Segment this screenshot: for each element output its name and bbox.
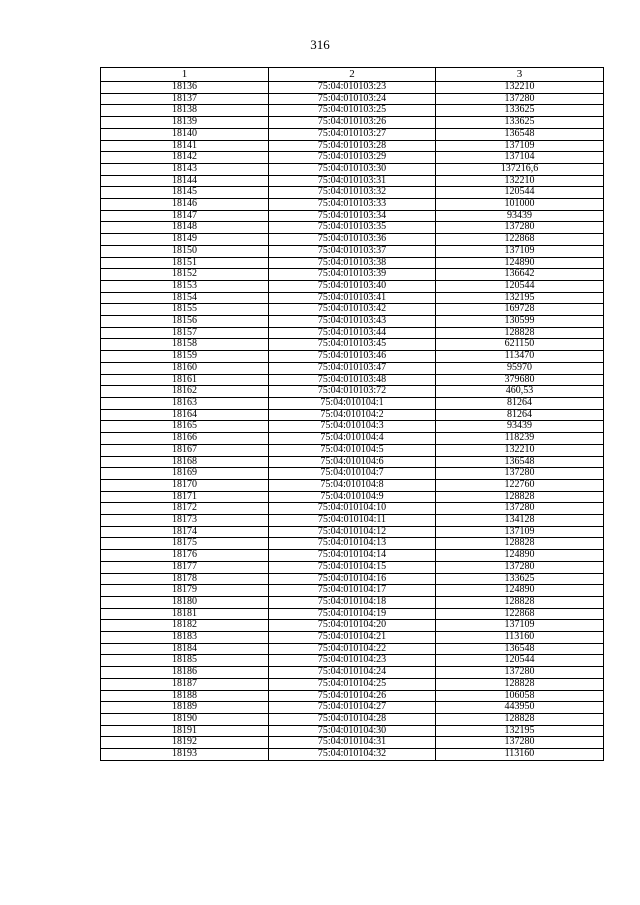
table-row <box>101 632 604 644</box>
cell-value: 132210 <box>436 175 604 187</box>
cell-value: 136548 <box>436 643 604 655</box>
data-table <box>100 67 604 761</box>
cell-cadastral-number: 75:04:010104:20 <box>269 620 436 632</box>
table-row <box>101 327 604 339</box>
cell-value: 137109 <box>436 140 604 152</box>
cell-value: 120544 <box>436 655 604 667</box>
cell-row-number: 18193 <box>101 749 269 761</box>
cell-value: 128828 <box>436 596 604 608</box>
cell-value: 132195 <box>436 292 604 304</box>
cell-row-number: 18189 <box>101 702 269 714</box>
cell-value: 137109 <box>436 245 604 257</box>
table-row <box>101 749 604 761</box>
cell-value: 137104 <box>436 152 604 164</box>
cell-value: 621150 <box>436 339 604 351</box>
table-row <box>101 702 604 714</box>
cell-value: 95970 <box>436 362 604 374</box>
cell-row-number: 18152 <box>101 269 269 281</box>
cell-row-number: 18183 <box>101 632 269 644</box>
cell-value: 128828 <box>436 713 604 725</box>
cell-cadastral-number: 75:04:010104:3 <box>269 421 436 433</box>
cell-row-number: 18190 <box>101 713 269 725</box>
table-row <box>101 339 604 351</box>
table-body <box>101 82 604 761</box>
cell-value: 137280 <box>436 503 604 515</box>
cell-value: 137280 <box>436 468 604 480</box>
cell-cadastral-number: 75:04:010104:24 <box>269 667 436 679</box>
cell-value: 133625 <box>436 573 604 585</box>
cell-row-number: 18143 <box>101 163 269 175</box>
table-row <box>101 561 604 573</box>
cell-value: 137216,6 <box>436 163 604 175</box>
cell-cadastral-number: 75:04:010104:25 <box>269 678 436 690</box>
cell-cadastral-number: 75:04:010104:16 <box>269 573 436 585</box>
cell-value: 81264 <box>436 397 604 409</box>
cell-cadastral-number: 75:04:010104:26 <box>269 690 436 702</box>
cell-value: 134128 <box>436 515 604 527</box>
cell-row-number: 18170 <box>101 479 269 491</box>
cell-value: 132195 <box>436 725 604 737</box>
cell-value: 120544 <box>436 280 604 292</box>
table-row <box>101 105 604 117</box>
cell-row-number: 18178 <box>101 573 269 585</box>
table-row <box>101 280 604 292</box>
cell-row-number: 18137 <box>101 93 269 105</box>
cell-row-number: 18188 <box>101 690 269 702</box>
cell-value: 113160 <box>436 749 604 761</box>
cell-cadastral-number: 75:04:010104:7 <box>269 468 436 480</box>
table-row <box>101 725 604 737</box>
cell-row-number: 18158 <box>101 339 269 351</box>
cell-cadastral-number: 75:04:010103:27 <box>269 128 436 140</box>
cell-value: 136548 <box>436 128 604 140</box>
table-row <box>101 491 604 503</box>
table-header <box>101 68 604 82</box>
cell-cadastral-number: 75:04:010103:48 <box>269 374 436 386</box>
cell-value: 113470 <box>436 351 604 363</box>
cell-row-number: 18174 <box>101 526 269 538</box>
cell-cadastral-number: 75:04:010103:23 <box>269 82 436 94</box>
cell-cadastral-number: 75:04:010104:14 <box>269 550 436 562</box>
table-row <box>101 257 604 269</box>
cell-value: 124890 <box>436 550 604 562</box>
cell-value: 124890 <box>436 585 604 597</box>
cell-row-number: 18181 <box>101 608 269 620</box>
table-row <box>101 713 604 725</box>
cell-row-number: 18150 <box>101 245 269 257</box>
cell-value: 460,53 <box>436 386 604 398</box>
table-row <box>101 316 604 328</box>
cell-value: 122868 <box>436 234 604 246</box>
table-row <box>101 550 604 562</box>
cell-cadastral-number: 75:04:010104:17 <box>269 585 436 597</box>
cell-row-number: 18167 <box>101 444 269 456</box>
cell-row-number: 18161 <box>101 374 269 386</box>
cell-value: 136642 <box>436 269 604 281</box>
table-row <box>101 538 604 550</box>
cell-row-number: 18191 <box>101 725 269 737</box>
cell-cadastral-number: 75:04:010104:8 <box>269 479 436 491</box>
cell-cadastral-number: 75:04:010103:45 <box>269 339 436 351</box>
cell-cadastral-number: 75:04:010104:1 <box>269 397 436 409</box>
page-number: 316 <box>310 37 330 52</box>
table-row <box>101 386 604 398</box>
table-header-row <box>101 68 604 82</box>
cell-row-number: 18160 <box>101 362 269 374</box>
cell-cadastral-number: 75:04:010104:6 <box>269 456 436 468</box>
table-row <box>101 82 604 94</box>
table-row <box>101 585 604 597</box>
table-row <box>101 234 604 246</box>
table-row <box>101 269 604 281</box>
table-row <box>101 163 604 175</box>
cell-row-number: 18187 <box>101 678 269 690</box>
cell-cadastral-number: 75:04:010104:32 <box>269 749 436 761</box>
cell-cadastral-number: 75:04:010104:23 <box>269 655 436 667</box>
cell-row-number: 18141 <box>101 140 269 152</box>
cell-row-number: 18148 <box>101 222 269 234</box>
cell-cadastral-number: 75:04:010104:11 <box>269 515 436 527</box>
cell-row-number: 18179 <box>101 585 269 597</box>
cell-cadastral-number: 75:04:010103:41 <box>269 292 436 304</box>
cell-value: 128828 <box>436 678 604 690</box>
cell-cadastral-number: 75:04:010104:13 <box>269 538 436 550</box>
cell-value: 128828 <box>436 538 604 550</box>
cell-row-number: 18169 <box>101 468 269 480</box>
cell-row-number: 18163 <box>101 397 269 409</box>
table-row <box>101 503 604 515</box>
table-row <box>101 573 604 585</box>
cell-cadastral-number: 75:04:010103:24 <box>269 93 436 105</box>
cell-cadastral-number: 75:04:010104:18 <box>269 596 436 608</box>
cell-row-number: 18140 <box>101 128 269 140</box>
table-row <box>101 304 604 316</box>
table-row <box>101 409 604 421</box>
table-row <box>101 433 604 445</box>
cell-row-number: 18165 <box>101 421 269 433</box>
table-row <box>101 222 604 234</box>
cell-row-number: 18177 <box>101 561 269 573</box>
cell-cadastral-number: 75:04:010103:33 <box>269 199 436 211</box>
cell-cadastral-number: 75:04:010103:34 <box>269 210 436 222</box>
cell-value: 137280 <box>436 93 604 105</box>
cell-value: 137109 <box>436 620 604 632</box>
cell-row-number: 18138 <box>101 105 269 117</box>
cell-row-number: 18142 <box>101 152 269 164</box>
cell-row-number: 18144 <box>101 175 269 187</box>
table-row <box>101 678 604 690</box>
table-row <box>101 468 604 480</box>
cell-cadastral-number: 75:04:010104:12 <box>269 526 436 538</box>
cell-cadastral-number: 75:04:010103:30 <box>269 163 436 175</box>
table-row <box>101 292 604 304</box>
cell-cadastral-number: 75:04:010103:36 <box>269 234 436 246</box>
table-row <box>101 596 604 608</box>
cell-cadastral-number: 75:04:010103:32 <box>269 187 436 199</box>
cell-value: 132210 <box>436 444 604 456</box>
cell-cadastral-number: 75:04:010104:4 <box>269 433 436 445</box>
cell-value: 137280 <box>436 737 604 749</box>
cell-value: 137280 <box>436 667 604 679</box>
table-row <box>101 152 604 164</box>
cell-row-number: 18154 <box>101 292 269 304</box>
table-row <box>101 421 604 433</box>
table-row <box>101 526 604 538</box>
cell-cadastral-number: 75:04:010104:9 <box>269 491 436 503</box>
cell-value: 122868 <box>436 608 604 620</box>
column-header-2: 2 <box>269 68 436 82</box>
table-row <box>101 444 604 456</box>
cell-cadastral-number: 75:04:010104:22 <box>269 643 436 655</box>
cell-row-number: 18156 <box>101 316 269 328</box>
cell-row-number: 18176 <box>101 550 269 562</box>
table-row <box>101 456 604 468</box>
cell-value: 128828 <box>436 327 604 339</box>
cell-cadastral-number: 75:04:010103:29 <box>269 152 436 164</box>
cell-cadastral-number: 75:04:010104:28 <box>269 713 436 725</box>
cell-value: 120544 <box>436 187 604 199</box>
table-row <box>101 690 604 702</box>
cell-cadastral-number: 75:04:010103:47 <box>269 362 436 374</box>
cell-row-number: 18182 <box>101 620 269 632</box>
table-row <box>101 655 604 667</box>
cell-cadastral-number: 75:04:010104:27 <box>269 702 436 714</box>
cell-cadastral-number: 75:04:010103:72 <box>269 386 436 398</box>
table-row <box>101 608 604 620</box>
table-row <box>101 737 604 749</box>
column-header-3: 3 <box>436 68 604 82</box>
cell-value: 122760 <box>436 479 604 491</box>
cell-cadastral-number: 75:04:010104:31 <box>269 737 436 749</box>
cell-value: 128828 <box>436 491 604 503</box>
table-row <box>101 479 604 491</box>
cell-row-number: 18180 <box>101 596 269 608</box>
cell-cadastral-number: 75:04:010103:46 <box>269 351 436 363</box>
table-row <box>101 199 604 211</box>
cell-row-number: 18162 <box>101 386 269 398</box>
cell-cadastral-number: 75:04:010104:19 <box>269 608 436 620</box>
cell-row-number: 18155 <box>101 304 269 316</box>
cell-value: 130599 <box>436 316 604 328</box>
table-row <box>101 397 604 409</box>
cell-value: 113160 <box>436 632 604 644</box>
cell-cadastral-number: 75:04:010103:39 <box>269 269 436 281</box>
table-row <box>101 175 604 187</box>
cell-value: 137280 <box>436 561 604 573</box>
cell-cadastral-number: 75:04:010103:25 <box>269 105 436 117</box>
table-row <box>101 643 604 655</box>
cell-cadastral-number: 75:04:010103:28 <box>269 140 436 152</box>
cell-value: 443950 <box>436 702 604 714</box>
cell-value: 124890 <box>436 257 604 269</box>
cell-row-number: 18153 <box>101 280 269 292</box>
table-row <box>101 245 604 257</box>
cell-row-number: 18166 <box>101 433 269 445</box>
cell-row-number: 18175 <box>101 538 269 550</box>
table-row <box>101 620 604 632</box>
cell-row-number: 18168 <box>101 456 269 468</box>
table-row <box>101 362 604 374</box>
cell-row-number: 18157 <box>101 327 269 339</box>
table-row <box>101 128 604 140</box>
table-row <box>101 140 604 152</box>
cell-row-number: 18173 <box>101 515 269 527</box>
cell-row-number: 18185 <box>101 655 269 667</box>
cell-value: 133625 <box>436 105 604 117</box>
cell-cadastral-number: 75:04:010104:5 <box>269 444 436 456</box>
cell-cadastral-number: 75:04:010104:21 <box>269 632 436 644</box>
cell-cadastral-number: 75:04:010103:40 <box>269 280 436 292</box>
table-row <box>101 374 604 386</box>
cell-value: 132210 <box>436 82 604 94</box>
cell-cadastral-number: 75:04:010104:15 <box>269 561 436 573</box>
column-header-1: 1 <box>101 68 269 82</box>
cell-row-number: 18149 <box>101 234 269 246</box>
cell-cadastral-number: 75:04:010104:30 <box>269 725 436 737</box>
cell-value: 93439 <box>436 421 604 433</box>
cell-row-number: 18184 <box>101 643 269 655</box>
cell-value: 169728 <box>436 304 604 316</box>
cell-row-number: 18186 <box>101 667 269 679</box>
table-row <box>101 351 604 363</box>
table-row <box>101 187 604 199</box>
cell-value: 136548 <box>436 456 604 468</box>
cell-value: 137280 <box>436 222 604 234</box>
cell-cadastral-number: 75:04:010103:26 <box>269 117 436 129</box>
table-row <box>101 515 604 527</box>
cell-cadastral-number: 75:04:010104:10 <box>269 503 436 515</box>
cell-cadastral-number: 75:04:010103:43 <box>269 316 436 328</box>
cell-row-number: 18139 <box>101 117 269 129</box>
cell-row-number: 18146 <box>101 199 269 211</box>
cell-value: 137109 <box>436 526 604 538</box>
cell-row-number: 18145 <box>101 187 269 199</box>
cell-cadastral-number: 75:04:010103:42 <box>269 304 436 316</box>
cell-row-number: 18164 <box>101 409 269 421</box>
table-row <box>101 117 604 129</box>
cell-value: 81264 <box>436 409 604 421</box>
cell-cadastral-number: 75:04:010104:2 <box>269 409 436 421</box>
cell-row-number: 18192 <box>101 737 269 749</box>
table-row <box>101 667 604 679</box>
cell-row-number: 18136 <box>101 82 269 94</box>
cell-row-number: 18159 <box>101 351 269 363</box>
cell-row-number: 18171 <box>101 491 269 503</box>
cell-value: 101000 <box>436 199 604 211</box>
table-row <box>101 93 604 105</box>
cell-row-number: 18151 <box>101 257 269 269</box>
table-row <box>101 210 604 222</box>
cell-value: 118239 <box>436 433 604 445</box>
cell-row-number: 18147 <box>101 210 269 222</box>
cell-cadastral-number: 75:04:010103:44 <box>269 327 436 339</box>
cell-cadastral-number: 75:04:010103:37 <box>269 245 436 257</box>
cell-cadastral-number: 75:04:010103:38 <box>269 257 436 269</box>
cell-value: 93439 <box>436 210 604 222</box>
cell-cadastral-number: 75:04:010103:35 <box>269 222 436 234</box>
cell-value: 133625 <box>436 117 604 129</box>
cell-value: 379680 <box>436 374 604 386</box>
cell-cadastral-number: 75:04:010103:31 <box>269 175 436 187</box>
cell-row-number: 18172 <box>101 503 269 515</box>
cell-value: 106058 <box>436 690 604 702</box>
